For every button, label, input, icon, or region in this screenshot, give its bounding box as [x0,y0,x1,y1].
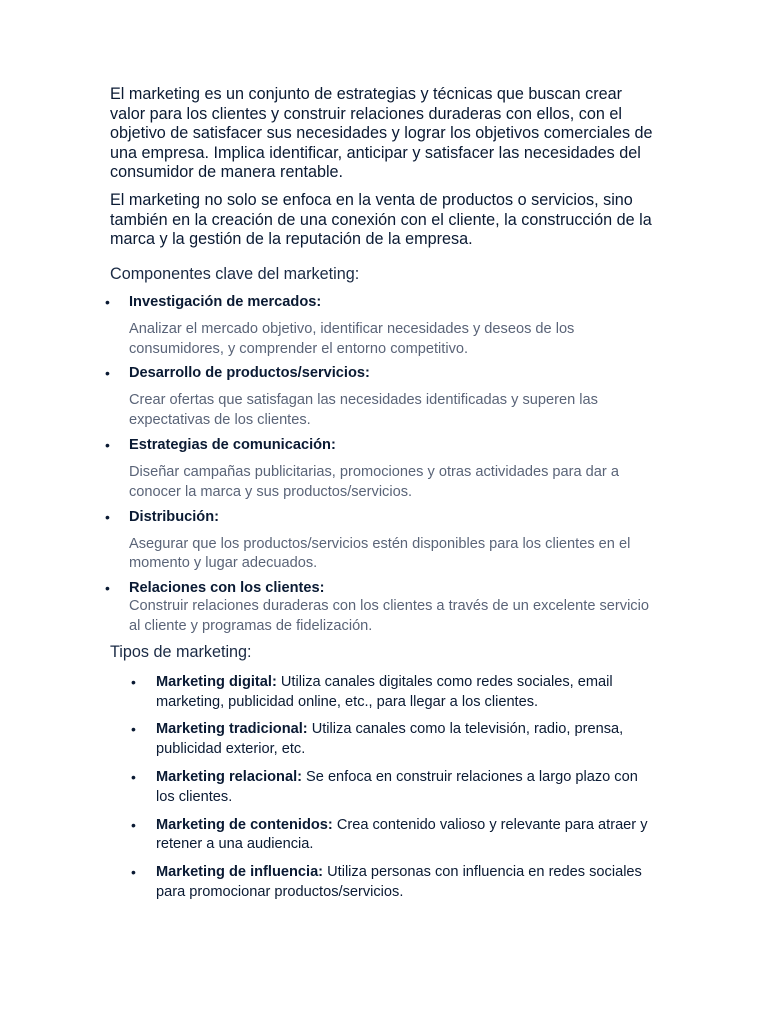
type-name: Marketing relacional: [156,768,302,785]
bullet-icon: • [105,436,110,453]
component-heading: Distribución: [129,508,219,525]
types-title: Tipos de marketing: [110,642,252,661]
type-text: Utiliza canales digitales como redes sociales, email marketing, publicidad online, etc., para llegar a los clientes. [156,673,613,710]
bullet-icon: • [105,365,110,382]
list-item [105,364,660,431]
list-item [110,720,660,760]
type-name: Marketing digital: [156,673,277,690]
document-page [105,85,660,911]
bullet-icon: • [131,721,136,738]
components-title: Componentes clave del marketing: [110,264,360,283]
component-description: Analizar el mercado objetivo, identificar necesidades y deseos de los consumidores, y comprender el entorno competitivo. [129,320,575,357]
component-heading: Relaciones con los clientes: [129,580,325,597]
type-text: Utiliza personas con influencia en redes sociales para promocionar productos/servicios. [156,864,642,900]
intro-paragraph-1: El marketing es un conjunto de estrategias y técnicas que buscan crear valor para los clientes y construir relaciones duraderas con ellos, con el objetivo de satisfacer sus necesidades y lograr los objetivos comerciales de una empresa. Implica identificar, anticipar y satisfacer las necesidades del consumidor de manera rentable. [110,85,653,182]
type-name: Marketing tradicional: [156,721,308,738]
component-description: Asegurar que los productos/servicios estén disponibles para los clientes en el momento y lugar adecuados. [129,535,631,572]
bullet-icon: • [105,580,110,597]
component-heading: Investigación de mercados: [129,293,322,310]
component-heading: Estrategias de comunicación: [129,436,336,453]
component-description: Crear ofertas que satisfagan las necesidades identificadas y superen las expectativas de los clientes. [129,392,598,429]
bullet-icon: • [131,816,136,833]
list-item [110,816,660,856]
bullet-icon: • [131,768,136,785]
component-description: Diseñar campañas publicitarias, promociones y otras actividades para dar a conocer la marca y sus productos/servicios. [129,463,619,500]
list-item [105,436,660,503]
bullet-icon: • [131,864,136,881]
bullet-icon: • [131,673,136,690]
component-heading: Desarrollo de productos/servicios: [129,365,370,382]
type-name: Marketing de contenidos: [156,816,333,833]
type-text: Se enfoca en construir relaciones a largo plazo con los clientes. [156,768,638,805]
list-item [110,768,660,808]
types-list [110,673,660,903]
type-name: Marketing de influencia: [156,864,324,881]
list-item [105,293,660,360]
bullet-icon: • [105,293,110,310]
components-list [105,293,660,637]
component-description: Construir relaciones duraderas con los clientes a través de un excelente servicio al cliente y programas de fidelización. [129,598,649,634]
intro-paragraph-2: El marketing no solo se enfoca en la venta de productos o servicios, sino también en la creación de una conexión con el cliente, la construcción de la marca y la gestión de la reputación de la empresa. [110,190,652,249]
list-item [105,508,660,575]
type-text: Crea contenido valioso y relevante para atraer y retener a una audiencia. [156,816,648,853]
list-item [110,863,660,903]
list-item [105,579,660,637]
list-item [110,673,660,713]
type-text: Utiliza canales como la televisión, radio, prensa, publicidad exterior, etc. [156,721,624,758]
bullet-icon: • [105,508,110,525]
